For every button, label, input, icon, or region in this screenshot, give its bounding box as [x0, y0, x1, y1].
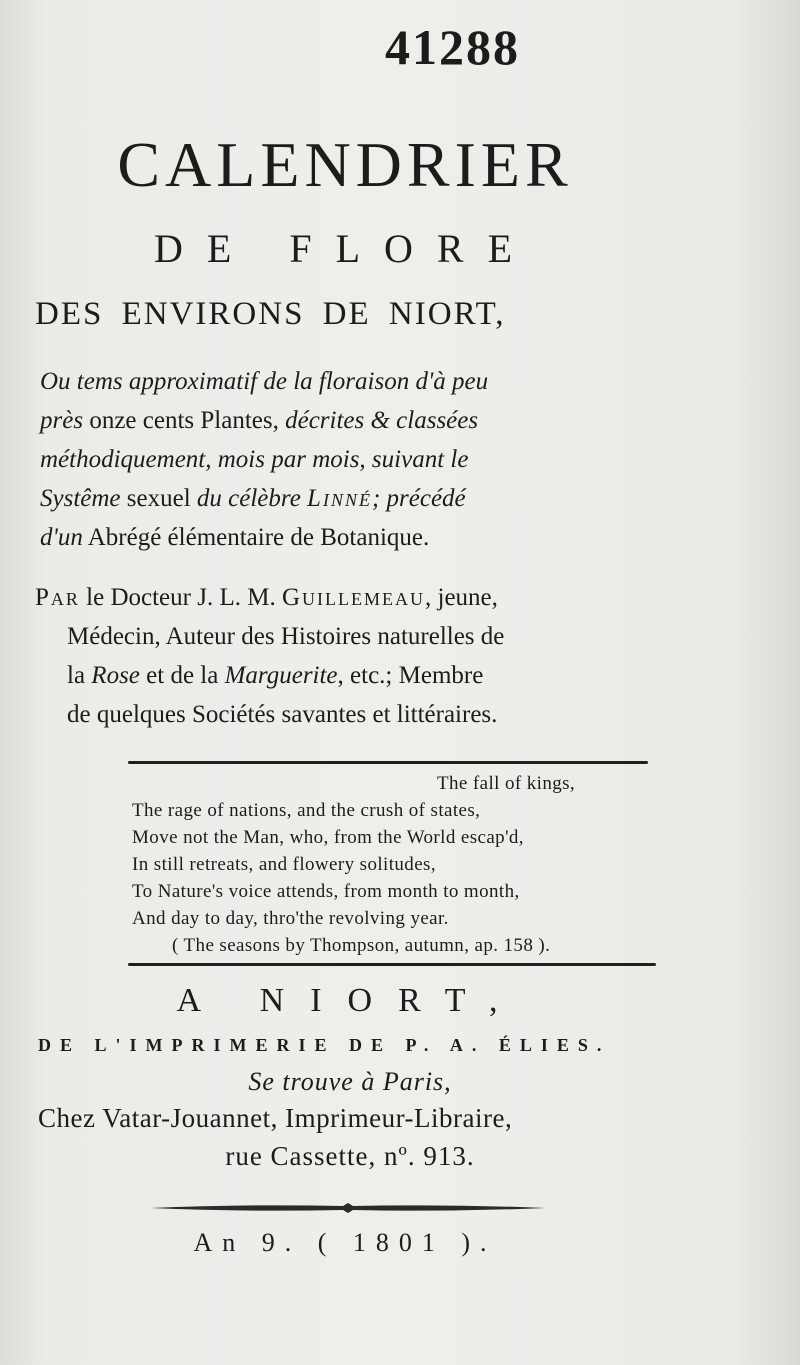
- subtitle-systeme: Systême: [40, 485, 121, 512]
- epigraph-line-2: The rage of nations, and the crush of states,: [132, 800, 481, 821]
- author-jeune: , jeune,: [425, 584, 498, 611]
- imprint-printer: DE L'IMPRIMERIE DE P. A. ÉLIES.: [38, 1035, 611, 1055]
- subtitle-dun: d'un: [40, 524, 83, 551]
- title-line-2: DE FLORE: [154, 226, 536, 271]
- ornament-divider-icon: [148, 1200, 548, 1216]
- subtitle-line-1: Ou tems approximatif de la floraison d'à peu: [40, 368, 489, 395]
- title-line-1: CALENDRIER: [117, 129, 573, 200]
- subtitle-pres: près: [40, 407, 84, 434]
- subtitle-celebre: du célèbre: [196, 485, 308, 512]
- author-rose: Rose: [91, 662, 140, 689]
- author-membre: , etc.; Membre: [337, 662, 484, 689]
- bottom-rule: [128, 963, 656, 966]
- author-block: [35, 578, 665, 734]
- subtitle-plants: onze cents Plantes,: [83, 407, 286, 434]
- imprint-paris: Se trouve à Paris,: [248, 1067, 452, 1096]
- epigraph-line-4: In still retreats, and flowery solitudes,: [132, 854, 436, 875]
- epigraph-line-1: The fall of kings,: [437, 773, 576, 794]
- author-la: la: [67, 662, 92, 689]
- author-name: Guillemeau: [281, 584, 425, 611]
- author-line-4: de quelques Sociétés savantes et littéraires.: [67, 701, 498, 728]
- epigraph-line-6: And day to day, thro'the revolving year.: [132, 908, 449, 929]
- author-docteur: le Docteur J. L. M.: [79, 584, 282, 611]
- subtitle-linne: Linné: [307, 485, 372, 512]
- author-par: Par: [35, 584, 80, 611]
- epigraph-attribution: ( The seasons by Thompson, autumn, ap. 158 ).: [172, 935, 551, 956]
- subtitle-sexuel: sexuel: [120, 485, 197, 512]
- title-line-3: DES ENVIRONS DE NIORT,: [35, 296, 506, 332]
- publication-date: An 9. ( 1801 ).: [193, 1228, 497, 1257]
- epigraph: [132, 770, 652, 959]
- subtitle-precede: ; précédé: [371, 485, 466, 512]
- top-rule: [128, 761, 648, 764]
- epigraph-line-3: Move not the Man, who, from the World escap'd,: [132, 827, 524, 848]
- imprint-bookseller: Chez Vatar-Jouannet, Imprimeur-Libraire,: [38, 1103, 513, 1133]
- imprint-city: A NIORT,: [176, 982, 524, 1019]
- subtitle-line-3: méthodiquement, mois par mois, suivant le: [40, 446, 469, 473]
- subtitle-abrege: Abrégé élémentaire de Botanique.: [82, 524, 430, 551]
- author-et-de-la: et de la: [139, 662, 225, 689]
- imprint-address: rue Cassette, nº. 913.: [225, 1141, 475, 1171]
- subtitle-description: [40, 362, 680, 557]
- subtitle-described: décrites & classées: [285, 407, 479, 434]
- shelfmark-number: 41288: [385, 19, 520, 75]
- epigraph-line-5: To Nature's voice attends, from month to month,: [132, 881, 520, 902]
- author-line-2: Médecin, Auteur des Histoires naturelles de: [67, 623, 505, 650]
- author-marguerite: Marguerite: [224, 662, 338, 689]
